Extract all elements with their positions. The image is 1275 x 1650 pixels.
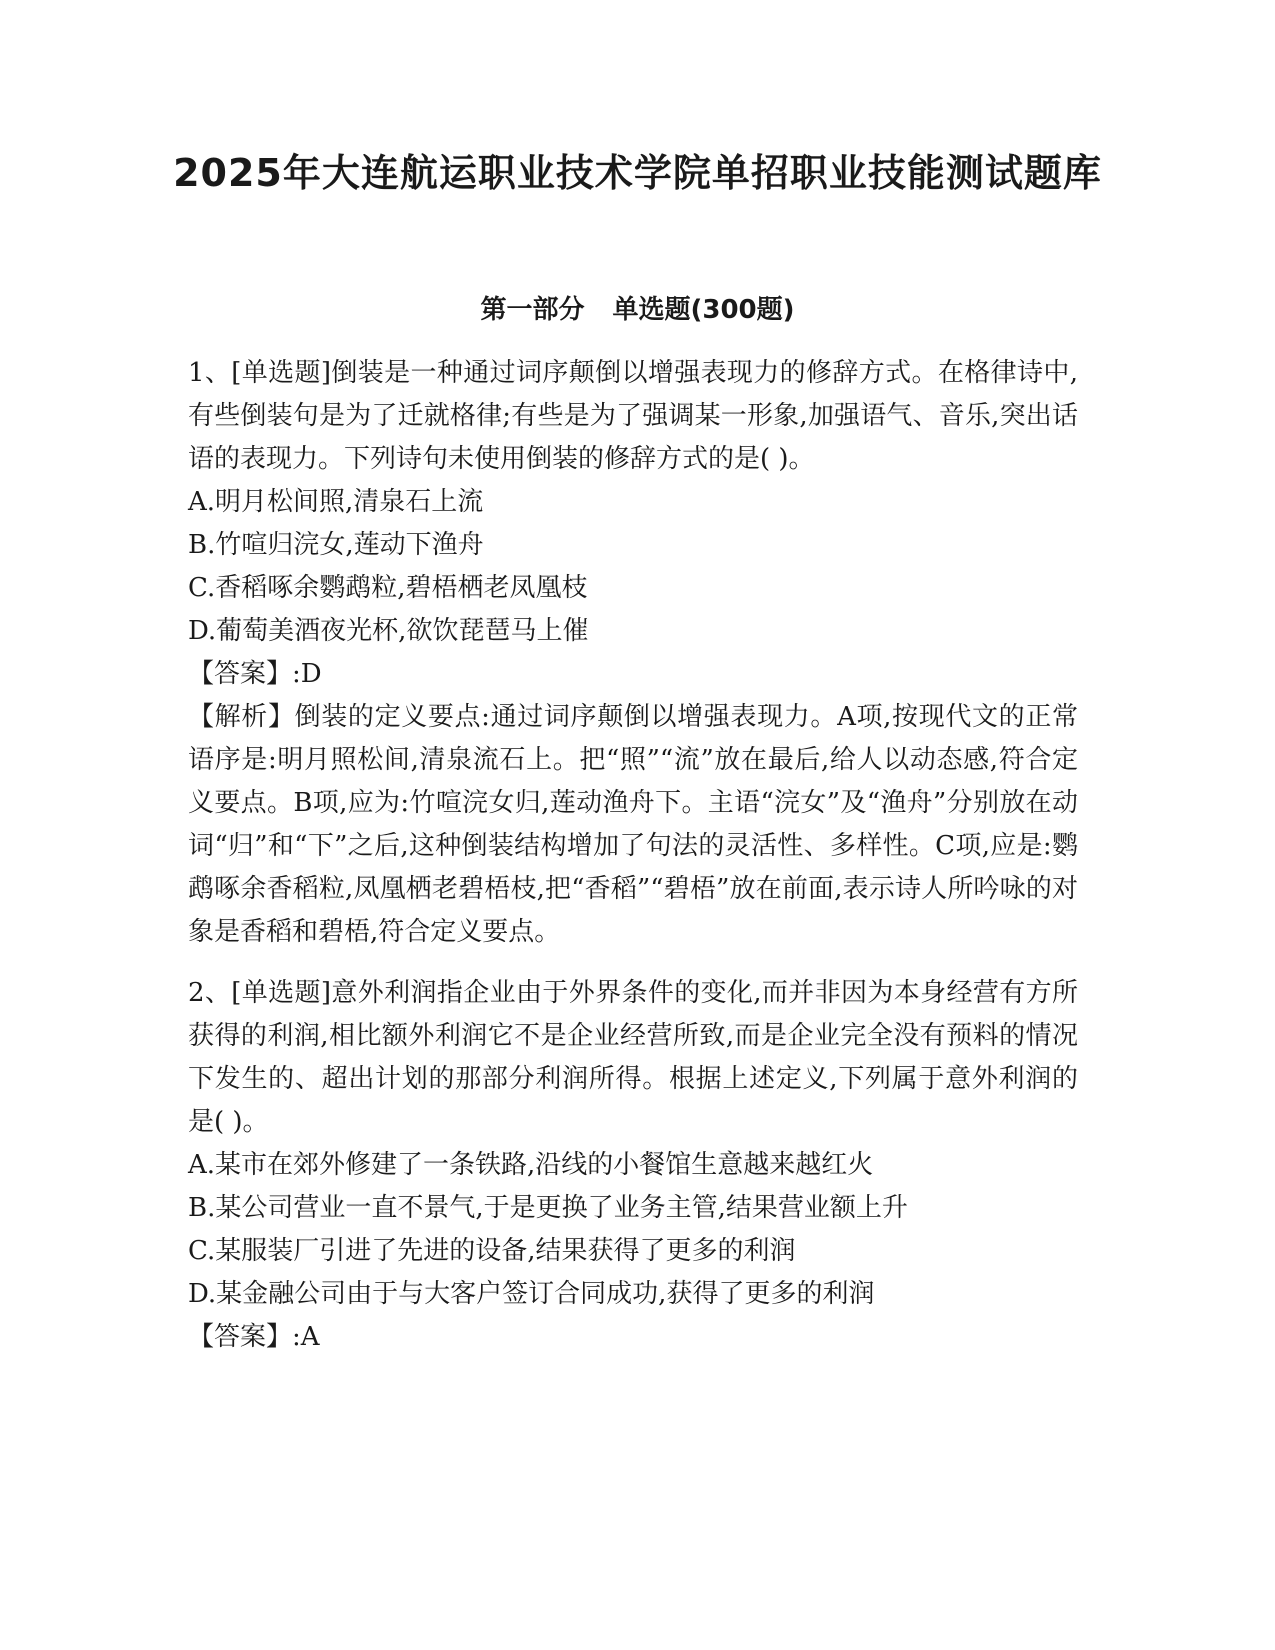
section-title	[0, 292, 1275, 328]
option-b: B.某公司营业一直不景气,于是更换了业务主管,结果营业额上升	[188, 1193, 908, 1223]
option-c: C.香稻啄余鹦鹉粒,碧梧栖老凤凰枝	[188, 573, 588, 603]
answer-value: :D	[292, 659, 322, 689]
question-list	[188, 352, 1078, 1359]
answer-label: 【答案】	[188, 1322, 293, 1352]
option-d: D.葡萄美酒夜光杯,欲饮琵琶马上催	[188, 616, 589, 646]
option-b: B.竹喧归浣女,莲动下渔舟	[188, 530, 484, 560]
explanation-text: 倒装的定义要点:通过词序颠倒以增强表现力。A项,按现代文的正常语序是:明月照松间,清泉流石上。把“照”“流”放在最后,给人以动态感,符合定义要点。B项,应为:竹喧浣女归,莲动渔舟下。主语“浣女”及“渔舟”分别放在动词“归”和“下”之后,这种倒装结构增加了句法的灵活性、多样性。C项,应是:鹦鹉啄余香稻粒,凤凰栖老碧梧枝,把“香稻”“碧梧”放在前面,表示诗人所吟咏的对象是香稻和碧梧,符合定义要点。	[188, 702, 1078, 947]
explanation	[188, 696, 1078, 954]
option-c: C.某服装厂引进了先进的设备,结果获得了更多的利润	[188, 1236, 796, 1266]
answer-label: 【答案】	[188, 659, 293, 689]
question-1	[188, 352, 1078, 954]
section-name: 单选题(300题)	[612, 295, 795, 325]
option-a: A.某市在郊外修建了一条铁路,沿线的小餐馆生意越来越红火	[188, 1150, 874, 1180]
answer-line	[188, 1316, 1078, 1359]
question-stem: 2、[单选题]意外利润指企业由于外界条件的变化,而并非因为本身经营有方所获得的利润,相比额外利润它不是企业经营所致,而是企业完全没有预料的情况下发生的、超出计划的那部分利润所得。根据上述定义,下列属于意外利润的是( )。	[188, 978, 1078, 1137]
answer-value: :A	[292, 1322, 320, 1352]
option-d: D.某金融公司由于与大客户签订合同成功,获得了更多的利润	[188, 1279, 875, 1309]
question-2	[188, 972, 1078, 1359]
question-stem: 1、[单选题]倒装是一种通过词序颠倒以增强表现力的修辞方式。在格律诗中,有些倒装句是为了迁就格律;有些是为了强调某一形象,加强语气、音乐,突出话语的表现力。下列诗句未使用倒装的修辞方式的是( )。	[188, 358, 1078, 474]
option-a: A.明月松间照,清泉石上流	[188, 487, 484, 517]
explanation-label: 【解析】	[188, 702, 295, 732]
section-part: 第一部分	[480, 295, 585, 325]
answer-line	[188, 653, 1078, 696]
document-title: 2025年大连航运职业技术学院单招职业技能测试题库	[173, 151, 1102, 195]
